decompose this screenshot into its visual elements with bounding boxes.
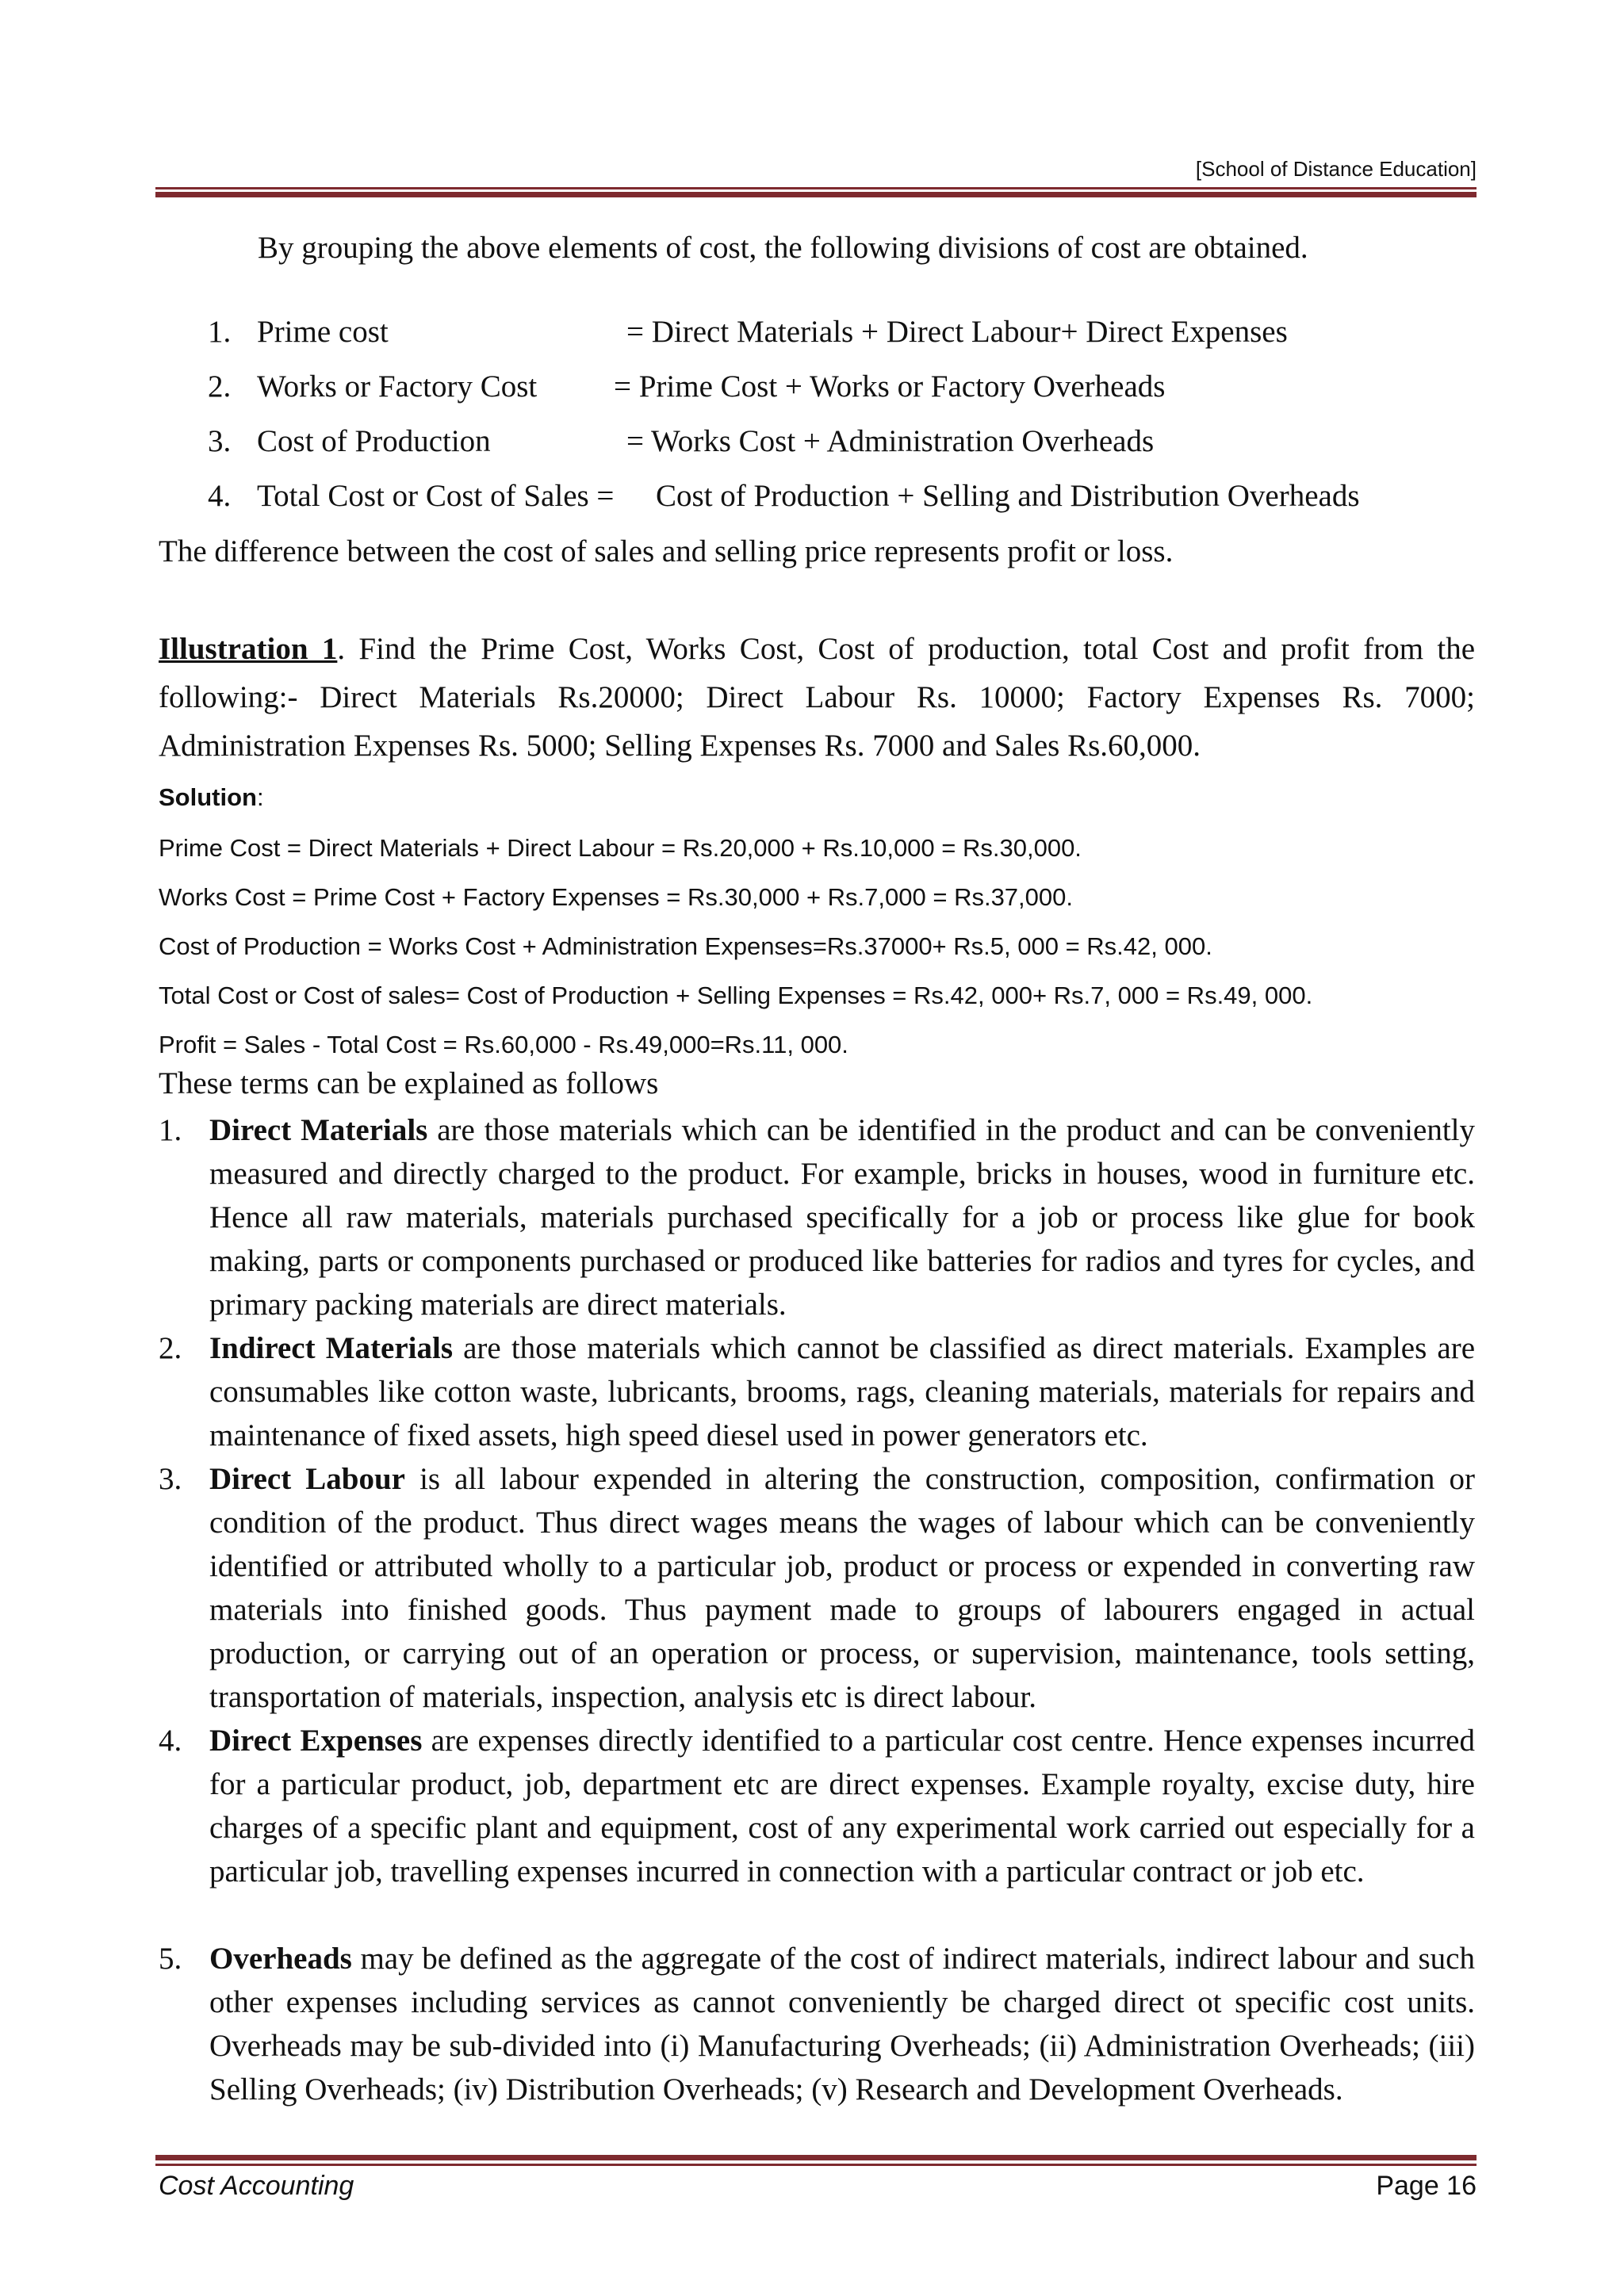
terms-intro: These terms can be explained as follows [159, 1066, 659, 1100]
term-text: may be defined as the aggregate of the cost of indirect materials, indirect labour and such other expenses including services as cannot conveniently be charged direct ot specific cost units. Overheads may be sub-divided into (i) Manufacturing Overheads; (ii) Administration Overheads; (iii) Selling Overheads; (iv) Distribution Overheads; (v) Research and Development Overheads. [209, 1942, 1475, 2107]
term-num: 2. [159, 1331, 182, 1365]
solution-heading [159, 783, 264, 812]
term-item-direct-expenses [159, 1719, 1475, 1893]
term-num: 4. [159, 1724, 182, 1758]
term-text: are those materials which can be identified in the product and can be conveniently measured and directly charged to the product. For example, bricks in houses, wood in furniture etc. Hence all raw materials, materials purchased specifically for a job or process like glue for book making, parts or components purchased or produced like batteries for radios and tyres for cycles, and primary packing materials are direct materials. [209, 1113, 1475, 1322]
term-item-direct-labour [159, 1457, 1475, 1719]
term-item-indirect-materials [159, 1326, 1475, 1457]
division-formula: = Works Cost + Administration Overheads [626, 424, 1155, 458]
header-rule-top [155, 187, 1477, 189]
solution-line-profit: Profit = Sales - Total Cost = Rs.60,000 - Rs.49,000=Rs.11, 000. [159, 1031, 848, 1058]
term-head: Indirect Materials [209, 1331, 453, 1365]
term-text: are expenses directly identified to a particular cost centre. Hence expenses incurred for a particular product, job, department etc are direct expenses. Example royalty, excise duty, hire charges of a specific plant and equipment, cost of any experimental work carried out especially for a particular job, travelling expenses incurred in connection with a particular contract or job etc. [209, 1724, 1475, 1888]
term-head: Direct Materials [209, 1113, 428, 1147]
term-head: Overheads [209, 1942, 352, 1976]
footer-page-number: Page 16 [1376, 2171, 1477, 2201]
division-num: 1. [208, 315, 232, 349]
solution-colon: : [256, 783, 264, 811]
term-item-direct-materials [159, 1108, 1475, 1326]
footer-course-title: Cost Accounting [159, 2171, 354, 2201]
solution-line-total: Total Cost or Cost of sales= Cost of Production + Selling Expenses = Rs.42, 000+ Rs.7, 000 = Rs.49, 000. [159, 982, 1313, 1009]
footer-rule [155, 2155, 1477, 2160]
solution-line-works: Works Cost = Prime Cost + Factory Expenses = Rs.30,000 + Rs.7,000 = Rs.37,000. [159, 883, 1073, 911]
header-rule [155, 192, 1477, 197]
intro-text: By grouping the above elements of cost, the following divisions of cost are obtained. [258, 231, 1308, 265]
header-school-name: [School of Distance Education] [1195, 157, 1477, 181]
term-num: 3. [159, 1462, 182, 1496]
illustration-text: . Find the Prime Cost, Works Cost, Cost of production, total Cost and profit from the following:- Direct Materials Rs.20000; Direct Labour Rs. 10000; Factory Expenses Rs. 7000; Administration Expenses Rs. 5000; Selling Expenses Rs. 7000 and Sales Rs.60,000. [159, 632, 1475, 763]
term-num: 5. [159, 1942, 182, 1976]
footer-rule-bottom [155, 2164, 1477, 2166]
division-formula: = Prime Cost + Works or Factory Overheads [614, 369, 1166, 404]
term-text: are those materials which cannot be classified as direct materials. Examples are consumables like cotton waste, lubricants, brooms, rags, cleaning materials, materials for repairs and maintenance of fixed assets, high speed diesel used in power generators etc. [209, 1331, 1475, 1452]
solution-line-production: Cost of Production = Works Cost + Administration Expenses=Rs.37000+ Rs.5, 000 = Rs.42, 000. [159, 932, 1212, 960]
solution-line-prime: Prime Cost = Direct Materials + Direct Labour = Rs.20,000 + Rs.10,000 = Rs.30,000. [159, 834, 1082, 862]
term-text: is all labour expended in altering the construction, composition, confirmation or condition of the product. Thus direct wages means the wages of labour which can be conveniently identified or attributed wholly to a particular job, product or process or expended in converting raw materials into finished goods. Thus payment made to groups of labourers engaged in actual production, or carrying out of an operation or process, or supervision, maintenance, tools setting, transportation of materials, inspection, analysis etc is direct labour. [209, 1462, 1475, 1714]
illustration-label: Illustration 1 [159, 632, 338, 666]
division-num: 2. [208, 369, 232, 404]
division-name: Total Cost or Cost of Sales = [257, 479, 615, 513]
division-name: Cost of Production [257, 424, 491, 458]
solution-label: Solution [159, 783, 257, 811]
term-num: 1. [159, 1113, 182, 1147]
illustration-paragraph [159, 625, 1475, 770]
division-name: Prime cost [257, 315, 389, 349]
division-formula: = Direct Materials + Direct Labour+ Direct Expenses [626, 315, 1288, 349]
term-head: Direct Expenses [209, 1724, 423, 1758]
term-head: Direct Labour [209, 1462, 405, 1496]
division-formula: Cost of Production + Selling and Distribution Overheads [656, 479, 1360, 513]
difference-text: The difference between the cost of sales and selling price represents profit or loss. [159, 534, 1174, 568]
division-num: 4. [208, 479, 232, 513]
division-num: 3. [208, 424, 232, 458]
division-name: Works or Factory Cost [257, 369, 538, 404]
term-item-overheads [159, 1937, 1475, 2111]
